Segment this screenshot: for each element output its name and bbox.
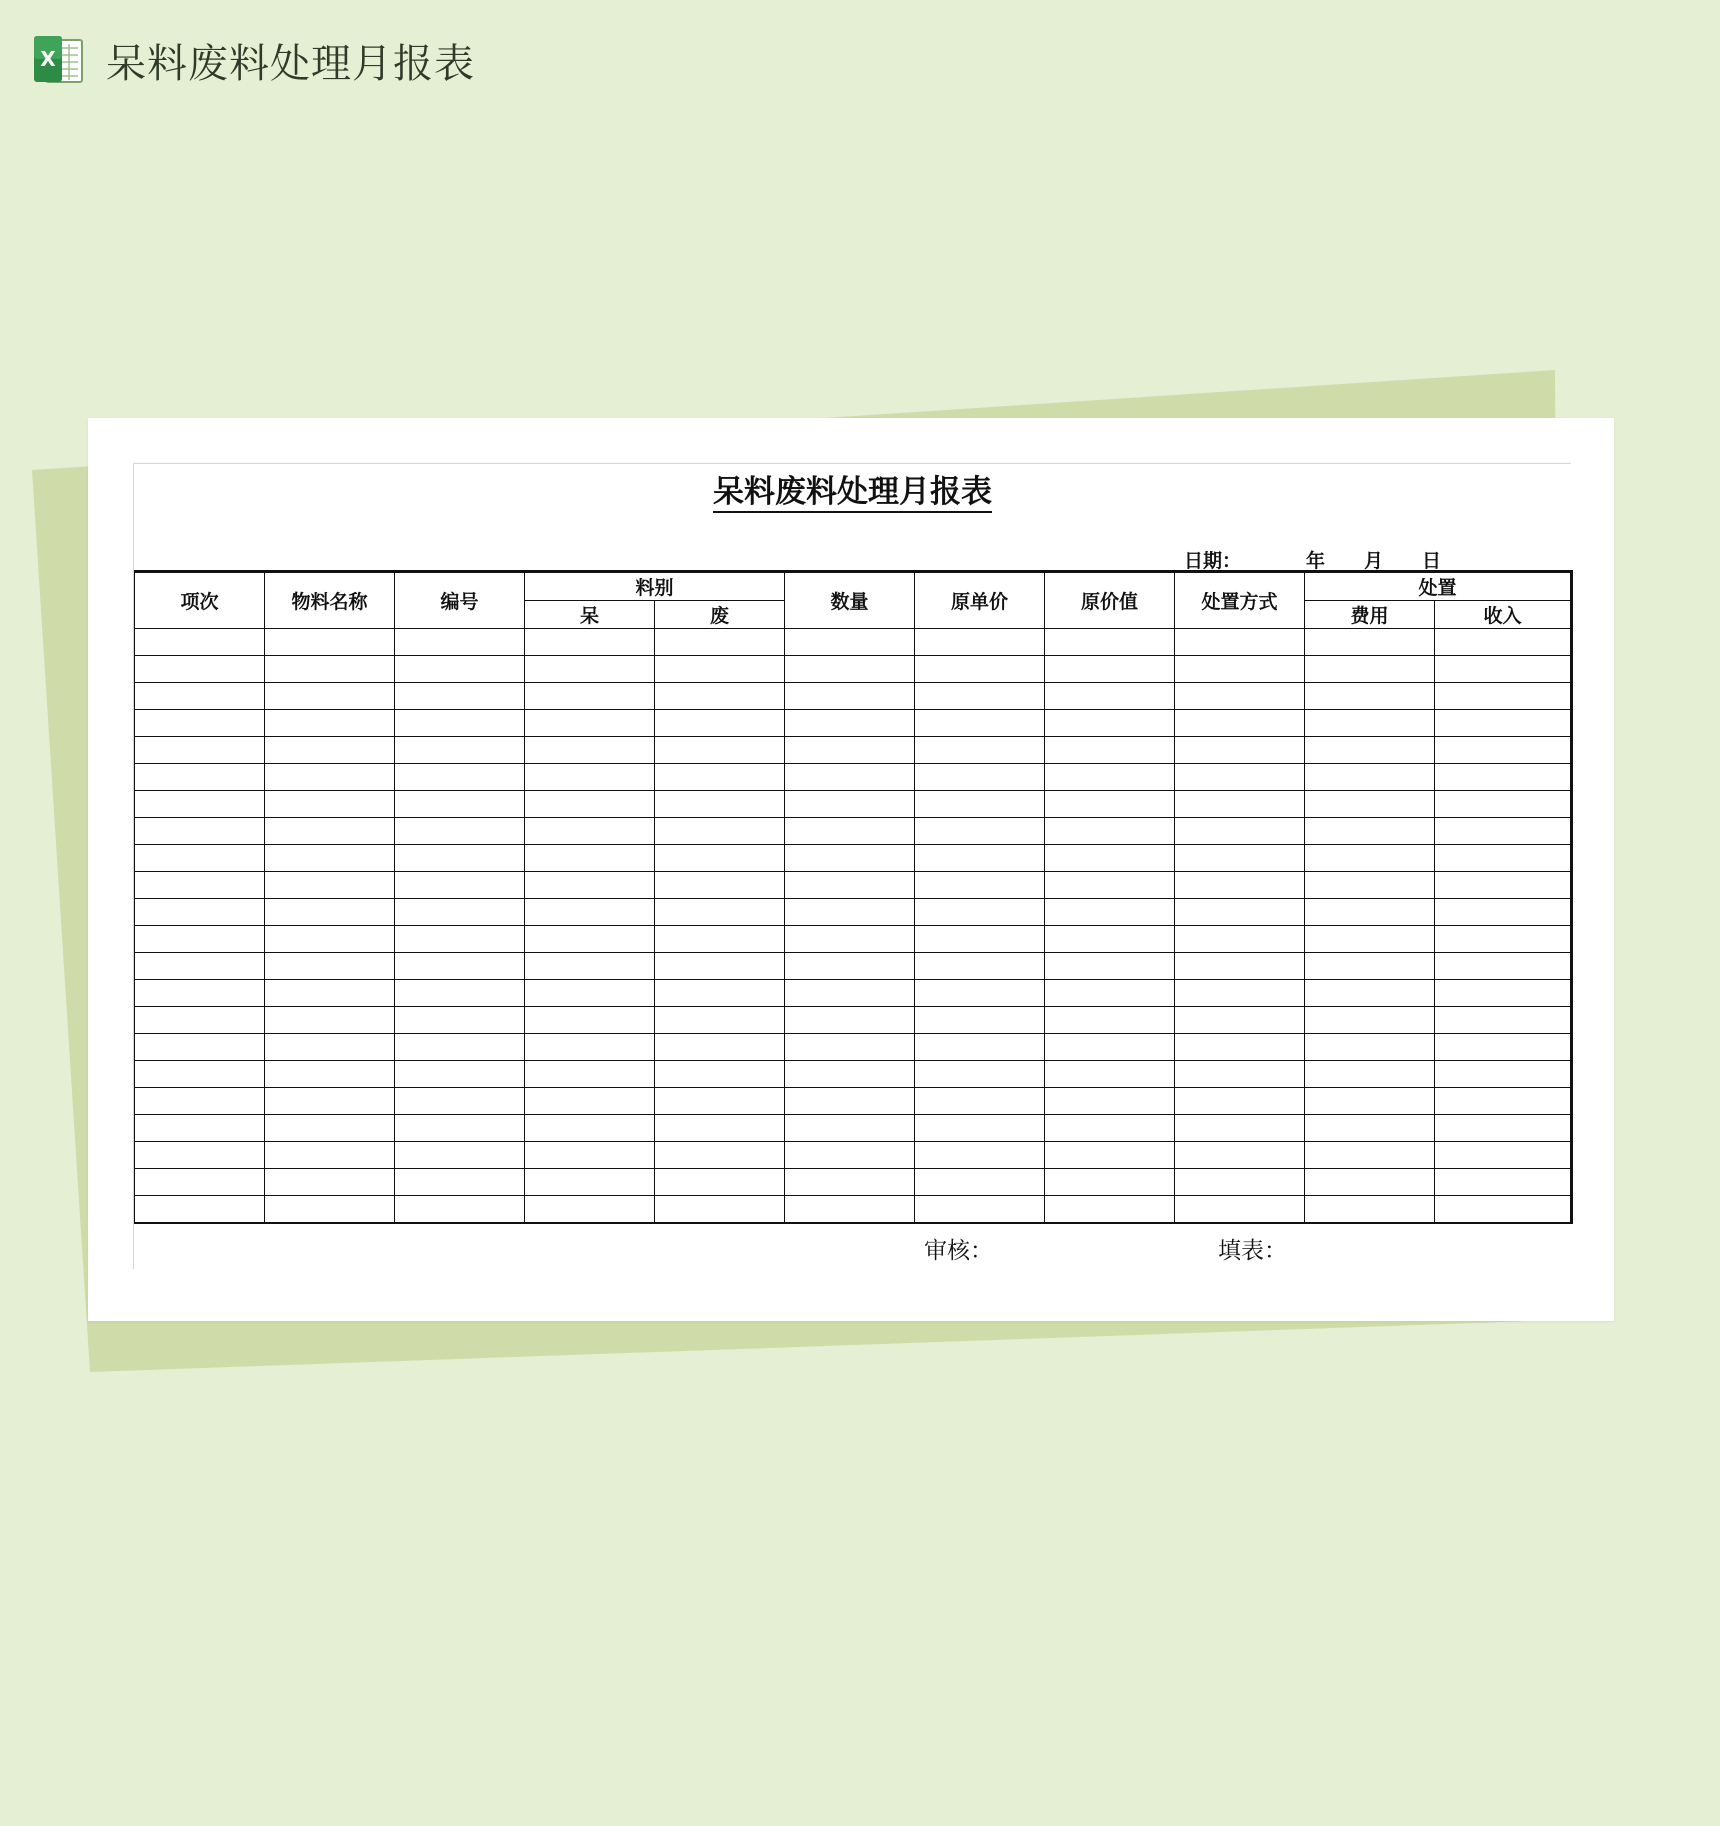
table-cell[interactable] — [1175, 1115, 1305, 1142]
table-cell[interactable] — [1045, 1061, 1175, 1088]
table-cell[interactable] — [525, 818, 655, 845]
table-cell[interactable] — [655, 1061, 785, 1088]
table-cell[interactable] — [135, 683, 265, 710]
reviewer-label: 审核： — [924, 1238, 993, 1264]
table-cell[interactable] — [395, 1034, 525, 1061]
table-cell[interactable] — [395, 1061, 525, 1088]
table-cell[interactable] — [1045, 818, 1175, 845]
table-cell[interactable] — [1435, 1169, 1572, 1196]
table-cell[interactable] — [915, 872, 1045, 899]
table-cell[interactable] — [1305, 1196, 1435, 1224]
table-cell[interactable] — [265, 872, 395, 899]
table-cell[interactable] — [785, 953, 915, 980]
table-cell[interactable] — [1175, 899, 1305, 926]
table-cell[interactable] — [785, 1169, 915, 1196]
table-cell[interactable] — [915, 1061, 1045, 1088]
table-cell[interactable] — [655, 980, 785, 1007]
table-cell[interactable] — [785, 818, 915, 845]
table-cell[interactable] — [1175, 656, 1305, 683]
table-cell[interactable] — [1435, 710, 1572, 737]
table-cell[interactable] — [1175, 710, 1305, 737]
table-cell[interactable] — [395, 1142, 525, 1169]
col-quantity: 数量 — [785, 572, 915, 629]
table-row — [135, 899, 1572, 926]
table-row — [135, 629, 1572, 656]
table-row — [135, 980, 1572, 1007]
table-cell[interactable] — [1175, 737, 1305, 764]
table-cell[interactable] — [915, 980, 1045, 1007]
table-cell[interactable] — [135, 953, 265, 980]
table-cell[interactable] — [1435, 1115, 1572, 1142]
table-row — [135, 818, 1572, 845]
table-cell[interactable] — [655, 899, 785, 926]
table-cell[interactable] — [785, 791, 915, 818]
table-row — [135, 926, 1572, 953]
table-cell[interactable] — [265, 1007, 395, 1034]
table-cell[interactable] — [1435, 1061, 1572, 1088]
table-cell[interactable] — [265, 953, 395, 980]
table-row — [135, 872, 1572, 899]
table-cell[interactable] — [135, 1007, 265, 1034]
table-cell[interactable] — [525, 656, 655, 683]
table-cell[interactable] — [525, 899, 655, 926]
col-category: 料别 — [525, 572, 785, 601]
table-cell[interactable] — [265, 656, 395, 683]
table-cell[interactable] — [1305, 1115, 1435, 1142]
table-cell[interactable] — [1175, 1088, 1305, 1115]
table-cell[interactable] — [525, 764, 655, 791]
table-cell[interactable] — [1435, 764, 1572, 791]
table-cell[interactable] — [1305, 1088, 1435, 1115]
table-row — [135, 1142, 1572, 1169]
table-cell[interactable] — [1305, 953, 1435, 980]
col-cost: 费用 — [1305, 601, 1435, 629]
table-cell[interactable] — [1305, 683, 1435, 710]
table-cell[interactable] — [655, 953, 785, 980]
table-cell[interactable] — [1435, 1034, 1572, 1061]
table-cell[interactable] — [265, 1034, 395, 1061]
table-cell[interactable] — [1305, 872, 1435, 899]
table-cell[interactable] — [785, 845, 915, 872]
table-cell[interactable] — [785, 1034, 915, 1061]
table-cell[interactable] — [915, 1196, 1045, 1224]
table-cell[interactable] — [655, 629, 785, 656]
table-cell[interactable] — [1435, 1088, 1572, 1115]
table-cell[interactable] — [1435, 926, 1572, 953]
table-cell[interactable] — [395, 1007, 525, 1034]
table-cell[interactable] — [915, 1142, 1045, 1169]
table-cell[interactable] — [1175, 953, 1305, 980]
table-cell[interactable] — [395, 629, 525, 656]
table-cell[interactable] — [655, 1169, 785, 1196]
table-cell[interactable] — [525, 629, 655, 656]
table-cell[interactable] — [395, 1115, 525, 1142]
table-cell[interactable] — [655, 656, 785, 683]
table-cell[interactable] — [655, 872, 785, 899]
table-cell[interactable] — [395, 764, 525, 791]
col-scrap: 废 — [655, 601, 785, 629]
table-cell[interactable] — [1175, 1007, 1305, 1034]
table-cell[interactable] — [1045, 656, 1175, 683]
table-cell[interactable] — [395, 683, 525, 710]
table-cell[interactable] — [1045, 791, 1175, 818]
table-cell[interactable] — [525, 926, 655, 953]
table-cell[interactable] — [1175, 1034, 1305, 1061]
col-material-name: 物料名称 — [265, 572, 395, 629]
table-cell[interactable] — [915, 629, 1045, 656]
table-cell[interactable] — [655, 737, 785, 764]
table-cell[interactable] — [265, 683, 395, 710]
col-code: 编号 — [395, 572, 525, 629]
col-disposal: 处置 — [1305, 572, 1572, 601]
table-cell[interactable] — [915, 818, 1045, 845]
table-cell[interactable] — [135, 1169, 265, 1196]
table-row — [135, 764, 1572, 791]
table-cell[interactable] — [525, 1196, 655, 1224]
table-cell[interactable] — [785, 1115, 915, 1142]
table-cell[interactable] — [655, 1034, 785, 1061]
table-cell[interactable] — [1305, 818, 1435, 845]
table-cell[interactable] — [785, 899, 915, 926]
table-cell[interactable] — [1045, 872, 1175, 899]
table-cell[interactable] — [655, 926, 785, 953]
col-original-value: 原价值 — [1045, 572, 1175, 629]
month-label: 月 — [1364, 550, 1384, 572]
table-cell[interactable] — [395, 980, 525, 1007]
table-cell[interactable] — [785, 926, 915, 953]
table-cell[interactable] — [525, 845, 655, 872]
table-cell[interactable] — [265, 1169, 395, 1196]
table-cell[interactable] — [785, 1142, 915, 1169]
table-cell[interactable] — [1045, 926, 1175, 953]
table-cell[interactable] — [915, 683, 1045, 710]
table-row — [135, 710, 1572, 737]
table-cell[interactable] — [785, 980, 915, 1007]
table-cell[interactable] — [1305, 710, 1435, 737]
table-cell[interactable] — [1045, 710, 1175, 737]
table-cell[interactable] — [655, 818, 785, 845]
spreadsheet-area — [133, 463, 1571, 1269]
table-cell[interactable] — [785, 872, 915, 899]
table-cell[interactable] — [1435, 845, 1572, 872]
col-disposal-method: 处置方式 — [1175, 572, 1305, 629]
table-cell[interactable] — [1175, 926, 1305, 953]
table-cell[interactable] — [655, 710, 785, 737]
table-cell[interactable] — [655, 845, 785, 872]
table-cell[interactable] — [525, 791, 655, 818]
table-cell[interactable] — [785, 656, 915, 683]
table-cell[interactable] — [525, 1115, 655, 1142]
table-cell[interactable] — [655, 1196, 785, 1224]
table-cell[interactable] — [1305, 980, 1435, 1007]
table-cell[interactable] — [1435, 953, 1572, 980]
table-cell[interactable] — [1305, 629, 1435, 656]
table-cell[interactable] — [1305, 791, 1435, 818]
table-cell[interactable] — [1045, 764, 1175, 791]
table-cell[interactable] — [915, 1115, 1045, 1142]
table-row — [135, 791, 1572, 818]
table-cell[interactable] — [1435, 629, 1572, 656]
page-header — [30, 30, 475, 90]
table-cell[interactable] — [1045, 1088, 1175, 1115]
table-cell[interactable] — [915, 845, 1045, 872]
table-cell[interactable] — [915, 737, 1045, 764]
table-cell[interactable] — [915, 1088, 1045, 1115]
table-cell[interactable] — [785, 710, 915, 737]
table-cell[interactable] — [1045, 899, 1175, 926]
table-cell[interactable] — [1305, 1034, 1435, 1061]
table-cell[interactable] — [525, 872, 655, 899]
table-cell[interactable] — [655, 1088, 785, 1115]
table-cell[interactable] — [1045, 629, 1175, 656]
document-heading: 呆料废料处理月报表 — [106, 40, 475, 87]
table-row — [135, 1088, 1572, 1115]
table-cell[interactable] — [395, 872, 525, 899]
table-cell[interactable] — [395, 710, 525, 737]
table-cell[interactable] — [135, 818, 265, 845]
table-cell[interactable] — [1435, 656, 1572, 683]
table-cell[interactable] — [135, 737, 265, 764]
table-cell[interactable] — [265, 710, 395, 737]
table-cell[interactable] — [395, 737, 525, 764]
table-cell[interactable] — [785, 764, 915, 791]
table-cell[interactable] — [655, 1007, 785, 1034]
table-cell[interactable] — [915, 926, 1045, 953]
table-cell[interactable] — [1435, 872, 1572, 899]
table-cell[interactable] — [265, 1142, 395, 1169]
table-cell[interactable] — [1435, 1196, 1572, 1224]
table-cell[interactable] — [265, 737, 395, 764]
table-cell[interactable] — [525, 980, 655, 1007]
table-row — [135, 845, 1572, 872]
table-cell[interactable] — [265, 845, 395, 872]
paper-sheet — [88, 418, 1614, 1321]
table-cell[interactable] — [135, 656, 265, 683]
table-cell[interactable] — [265, 791, 395, 818]
table-cell[interactable] — [1305, 737, 1435, 764]
table-cell[interactable] — [135, 1088, 265, 1115]
table-cell[interactable] — [655, 764, 785, 791]
table-cell[interactable] — [915, 899, 1045, 926]
table-cell[interactable] — [1175, 845, 1305, 872]
table-cell[interactable] — [1435, 818, 1572, 845]
table-cell[interactable] — [265, 899, 395, 926]
table-cell[interactable] — [395, 1169, 525, 1196]
table-cell[interactable] — [915, 953, 1045, 980]
preparer-label: 填表： — [1218, 1238, 1287, 1264]
excel-icon — [30, 32, 86, 88]
table-cell[interactable] — [1305, 926, 1435, 953]
table-cell[interactable] — [135, 791, 265, 818]
table-cell[interactable] — [1175, 872, 1305, 899]
table-row — [135, 683, 1572, 710]
table-cell[interactable] — [655, 791, 785, 818]
table-cell[interactable] — [785, 629, 915, 656]
table-cell[interactable] — [395, 791, 525, 818]
table-cell[interactable] — [1175, 764, 1305, 791]
table-cell[interactable] — [1045, 1142, 1175, 1169]
table-cell[interactable] — [655, 683, 785, 710]
table-cell[interactable] — [785, 683, 915, 710]
table-cell[interactable] — [1175, 683, 1305, 710]
table-cell[interactable] — [1045, 1115, 1175, 1142]
table-cell[interactable] — [265, 818, 395, 845]
table-cell[interactable] — [1175, 1169, 1305, 1196]
table-cell[interactable] — [785, 1196, 915, 1224]
table-cell[interactable] — [1045, 1196, 1175, 1224]
table-row — [135, 1061, 1572, 1088]
svg-text:X: X — [40, 47, 56, 71]
col-unit-price: 原单价 — [915, 572, 1045, 629]
year-label: 年 — [1306, 550, 1326, 572]
table-cell[interactable] — [1045, 737, 1175, 764]
table-cell[interactable] — [1045, 1007, 1175, 1034]
table-cell[interactable] — [1045, 683, 1175, 710]
table-body — [135, 629, 1572, 1224]
day-label: 日 — [1422, 550, 1442, 572]
table-cell[interactable] — [265, 980, 395, 1007]
table-cell[interactable] — [395, 1196, 525, 1224]
table-cell[interactable] — [265, 1061, 395, 1088]
table-cell[interactable] — [525, 1088, 655, 1115]
table-cell[interactable] — [1175, 791, 1305, 818]
table-cell[interactable] — [135, 872, 265, 899]
table-cell[interactable] — [135, 1115, 265, 1142]
table-cell[interactable] — [525, 710, 655, 737]
table-cell[interactable] — [1305, 1142, 1435, 1169]
table-cell[interactable] — [525, 953, 655, 980]
table-cell[interactable] — [1045, 1034, 1175, 1061]
table-cell[interactable] — [1435, 791, 1572, 818]
table-row — [135, 1007, 1572, 1034]
table-cell[interactable] — [265, 764, 395, 791]
table-cell[interactable] — [265, 1088, 395, 1115]
table-cell[interactable] — [395, 656, 525, 683]
table-cell[interactable] — [135, 710, 265, 737]
table-row — [135, 1196, 1572, 1224]
table-row — [135, 953, 1572, 980]
table-cell[interactable] — [1045, 1169, 1175, 1196]
table-row — [135, 1169, 1572, 1196]
table-cell[interactable] — [135, 764, 265, 791]
table-cell[interactable] — [135, 899, 265, 926]
table-cell[interactable] — [1435, 1007, 1572, 1034]
table-cell[interactable] — [785, 1061, 915, 1088]
table-cell[interactable] — [1435, 737, 1572, 764]
table-cell[interactable] — [915, 656, 1045, 683]
table-cell[interactable] — [135, 926, 265, 953]
table-cell[interactable] — [1305, 1007, 1435, 1034]
col-income: 收入 — [1435, 601, 1572, 629]
table-cell[interactable] — [265, 1196, 395, 1224]
table-cell[interactable] — [1305, 845, 1435, 872]
table-cell[interactable] — [785, 1007, 915, 1034]
table-cell[interactable] — [1045, 845, 1175, 872]
table-cell[interactable] — [915, 1007, 1045, 1034]
table-cell[interactable] — [135, 1034, 265, 1061]
col-item-no: 项次 — [135, 572, 265, 629]
table-cell[interactable] — [1435, 899, 1572, 926]
table-cell[interactable] — [1175, 980, 1305, 1007]
table-cell[interactable] — [1435, 980, 1572, 1007]
table-cell[interactable] — [1305, 764, 1435, 791]
table-cell[interactable] — [785, 737, 915, 764]
table-cell[interactable] — [1175, 629, 1305, 656]
table-row — [135, 1034, 1572, 1061]
table-cell[interactable] — [1305, 1169, 1435, 1196]
table-cell[interactable] — [1435, 1142, 1572, 1169]
table-cell[interactable] — [525, 683, 655, 710]
table-cell[interactable] — [1305, 899, 1435, 926]
table-cell[interactable] — [1175, 1196, 1305, 1224]
sheet-title — [134, 466, 1571, 511]
table-cell[interactable] — [135, 980, 265, 1007]
table-cell[interactable] — [1305, 656, 1435, 683]
table-cell[interactable] — [525, 1169, 655, 1196]
table-cell[interactable] — [525, 1061, 655, 1088]
table-cell[interactable] — [525, 1007, 655, 1034]
table-cell[interactable] — [785, 1088, 915, 1115]
table-cell[interactable] — [1175, 1142, 1305, 1169]
table-cell[interactable] — [1175, 1061, 1305, 1088]
table-cell[interactable] — [135, 629, 265, 656]
table-cell[interactable] — [265, 926, 395, 953]
report-table — [134, 570, 1573, 1224]
sheet-title-text: 呆料废料处理月报表 — [713, 474, 992, 513]
table-cell[interactable] — [135, 1142, 265, 1169]
table-cell[interactable] — [265, 1115, 395, 1142]
table-cell[interactable] — [655, 1115, 785, 1142]
table-cell[interactable] — [1045, 980, 1175, 1007]
table-row — [135, 656, 1572, 683]
table-cell[interactable] — [135, 1061, 265, 1088]
table-cell[interactable] — [395, 953, 525, 980]
table-cell[interactable] — [1435, 683, 1572, 710]
table-cell[interactable] — [655, 1142, 785, 1169]
table-cell[interactable] — [395, 818, 525, 845]
table-cell[interactable] — [395, 1088, 525, 1115]
date-label: 日期： — [1184, 550, 1242, 572]
table-cell[interactable] — [915, 791, 1045, 818]
table-cell[interactable] — [265, 629, 395, 656]
table-cell[interactable] — [135, 1196, 265, 1224]
table-cell[interactable] — [915, 764, 1045, 791]
table-cell[interactable] — [915, 1034, 1045, 1061]
table-cell[interactable] — [525, 1142, 655, 1169]
table-cell[interactable] — [395, 926, 525, 953]
table-cell[interactable] — [915, 1169, 1045, 1196]
table-cell[interactable] — [1175, 818, 1305, 845]
table-cell[interactable] — [1045, 953, 1175, 980]
table-cell[interactable] — [1305, 1061, 1435, 1088]
table-row — [135, 737, 1572, 764]
table-cell[interactable] — [135, 845, 265, 872]
table-cell[interactable] — [915, 710, 1045, 737]
table-cell[interactable] — [525, 737, 655, 764]
table-cell[interactable] — [525, 1034, 655, 1061]
table-cell[interactable] — [395, 899, 525, 926]
table-cell[interactable] — [395, 845, 525, 872]
col-idle: 呆 — [525, 601, 655, 629]
table-row — [135, 1115, 1572, 1142]
